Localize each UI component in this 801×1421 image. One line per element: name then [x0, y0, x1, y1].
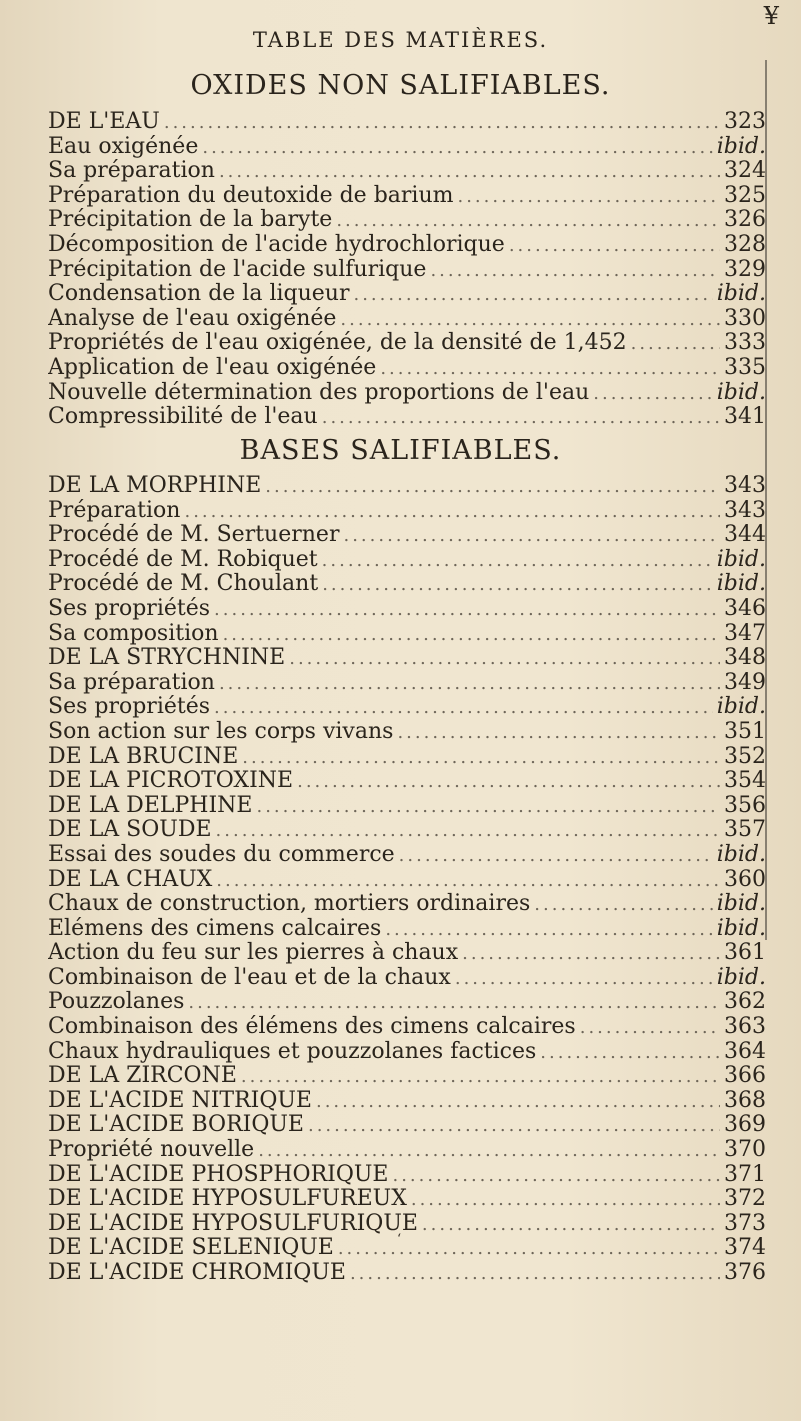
entry-title: Nouvelle détermination des proportions de l'eau: [48, 380, 590, 405]
entry-page-number: 357: [724, 818, 766, 843]
dot-leader: [219, 672, 720, 696]
dot-leader: [411, 1188, 720, 1212]
toc-chapter-entry: [48, 1089, 766, 1114]
entry-title: Sa composition: [48, 621, 219, 646]
entry-page-number: 366: [724, 1064, 766, 1089]
entry-page-number: 376: [724, 1261, 766, 1285]
toc-entry: [48, 966, 766, 991]
oxides-entry-list: [48, 110, 766, 430]
dot-leader: [297, 770, 720, 794]
entry-page-number: ibid.: [716, 547, 766, 572]
bases-entry-list: [48, 474, 766, 1286]
entry-page-number: 368: [724, 1088, 766, 1113]
entry-title: DE LA CHAUX: [48, 867, 213, 892]
entry-page-number: 360: [724, 867, 766, 892]
toc-entry: [48, 258, 766, 283]
entry-title: Ses propriétés: [48, 596, 211, 621]
toc-entry: [48, 233, 766, 258]
entry-title: DE LA PICROTOXINE: [48, 769, 294, 794]
toc-entry: [48, 282, 766, 307]
entry-page-number: 363: [724, 1015, 766, 1040]
entry-title: Eau oxigénée: [48, 134, 199, 159]
entry-title: DE L'ACIDE NITRIQUE: [48, 1088, 312, 1113]
dot-leader: [392, 1164, 720, 1188]
entry-page-number: 329: [724, 257, 766, 282]
entry-page-number: 370: [724, 1138, 766, 1163]
entry-page-number: ibid.: [716, 134, 766, 159]
toc-entry: [48, 208, 766, 233]
toc-entry: [48, 622, 766, 647]
dot-leader: [540, 1041, 720, 1065]
entry-page-number: 348: [724, 646, 766, 671]
dot-leader: [219, 160, 720, 184]
entry-page-number: 356: [724, 793, 766, 818]
toc-entry: [48, 184, 766, 209]
dot-leader: [216, 869, 720, 893]
footer-mark: ‘: [397, 1232, 402, 1247]
toc-chapter-entry: [48, 769, 766, 794]
toc-entry: [48, 843, 766, 868]
entry-title: Combinaison des élémens des cimens calcaires: [48, 1015, 576, 1040]
toc-chapter-entry: [48, 1113, 766, 1138]
entry-page-number: ibid.: [716, 380, 766, 405]
entry-page-number: ibid.: [716, 892, 766, 917]
toc-entry: [48, 671, 766, 696]
entry-title: Propriété nouvelle: [48, 1138, 255, 1163]
entry-title: DE L'ACIDE BORIQUE: [48, 1113, 304, 1138]
dot-leader: [242, 746, 720, 770]
dot-leader: [265, 475, 720, 499]
entry-page-number: ibid.: [716, 695, 766, 720]
dot-leader: [380, 357, 720, 381]
entry-page-number: 328: [724, 232, 766, 257]
entry-page-number: 325: [724, 183, 766, 208]
entry-title: DE L'ACIDE CHROMIQUE: [48, 1261, 346, 1285]
dot-leader: [462, 942, 720, 966]
dot-leader: [593, 382, 712, 406]
entry-page-number: 344: [724, 523, 766, 548]
corner-mark: ¥: [763, 2, 779, 30]
entry-title: DE LA SOUDE: [48, 818, 212, 843]
toc-entry: [48, 720, 766, 745]
dot-leader: [316, 1090, 720, 1114]
toc-entry: [48, 941, 766, 966]
entry-page-number: 343: [724, 474, 766, 498]
dot-leader: [164, 111, 720, 135]
dot-leader: [188, 991, 720, 1015]
entry-page-number: 372: [724, 1187, 766, 1212]
entry-title: Ses propriétés: [48, 695, 211, 720]
entry-page-number: 341: [724, 405, 766, 430]
dot-leader: [455, 967, 713, 991]
toc-chapter-entry: [48, 474, 766, 499]
entry-page-number: 371: [724, 1162, 766, 1187]
dot-leader: [184, 500, 720, 524]
toc-entry: [48, 1040, 766, 1065]
entry-title: DE L'ACIDE SÉLÉNIQUE: [48, 1236, 334, 1261]
entry-title: DE LA ZIRCONE: [48, 1064, 237, 1089]
dot-leader: [422, 1213, 720, 1237]
toc-entry: [48, 523, 766, 548]
dot-leader: [534, 893, 712, 917]
entry-title: Précipitation de l'acide sulfurique: [48, 257, 427, 282]
toc-chapter-entry: [48, 1236, 766, 1261]
dot-leader: [397, 721, 720, 745]
toc-chapter-entry: [48, 1187, 766, 1212]
entry-page-number: 346: [724, 596, 766, 621]
entry-page-number: 354: [724, 769, 766, 794]
entry-title: Procédé de M. Robiquet: [48, 547, 318, 572]
entry-title: Chaux hydrauliques et pouzzolanes factices: [48, 1039, 537, 1064]
entry-page-number: 324: [724, 159, 766, 184]
toc-chapter-entry: [48, 1163, 766, 1188]
dot-leader: [214, 598, 720, 622]
entry-page-number: 347: [724, 621, 766, 646]
entry-title: Pouzzolanes: [48, 990, 185, 1015]
section-heading-bases: BASES SALIFIABLES.: [239, 435, 562, 466]
toc-chapter-entry: [48, 868, 766, 893]
dot-leader: [322, 549, 713, 573]
dot-leader: [338, 1237, 720, 1261]
entry-title: Essai des soudes du commerce: [48, 842, 395, 867]
dot-leader: [322, 406, 720, 430]
entry-title: Combinaison de l'eau et de la chaux: [48, 965, 451, 990]
toc-entry: [48, 405, 766, 430]
dot-leader: [430, 259, 720, 283]
entry-title: DE LA MORPHINE: [48, 474, 262, 498]
toc-chapter-entry: [48, 110, 766, 135]
toc-chapter-entry: [48, 745, 766, 770]
toc-chapter-entry: [48, 818, 766, 843]
entry-title: Condensation de la liqueur: [48, 282, 350, 307]
section-heading-oxides: OXIDES NON SALIFIABLES.: [190, 70, 611, 101]
toc-entry: [48, 499, 766, 524]
entry-title: Compressibilité de l'eau: [48, 405, 318, 430]
entry-page-number: 335: [724, 355, 766, 380]
dot-leader: [241, 1065, 720, 1089]
entry-title: DE L'ACIDE HYPOSULFUREUX: [48, 1187, 407, 1212]
entry-page-number: 352: [724, 744, 766, 769]
dot-leader: [289, 647, 720, 671]
entry-page-number: 374: [724, 1236, 766, 1261]
toc-chapter-entry: [48, 1261, 766, 1286]
running-head: TABLE DES MATIÈRES.: [252, 28, 549, 52]
toc-entry: [48, 331, 766, 356]
dot-leader: [256, 795, 720, 819]
toc-chapter-entry: [48, 1212, 766, 1237]
entry-page-number: 362: [724, 990, 766, 1015]
entry-page-number: 326: [724, 208, 766, 233]
dot-leader: [580, 1016, 720, 1040]
entry-title: Sa préparation: [48, 670, 215, 695]
entry-title: Préparation du deutoxide de barium: [48, 183, 454, 208]
entry-page-number: 323: [724, 110, 766, 134]
toc-entry: [48, 356, 766, 381]
entry-page-number: ibid.: [716, 916, 766, 941]
entry-title: Analyse de l'eau oxigénée: [48, 306, 337, 331]
toc-chapter-entry: [48, 794, 766, 819]
dot-leader: [202, 136, 712, 160]
toc-entry: [48, 159, 766, 184]
entry-page-number: 373: [724, 1211, 766, 1236]
entry-title: DE L'ACIDE HYPOSULFURIQUE: [48, 1211, 418, 1236]
entry-title: Préparation: [48, 498, 181, 523]
dot-leader: [353, 283, 712, 307]
entry-title: Propriétés de l'eau oxigénée, de la densité de 1,452: [48, 331, 627, 356]
entry-page-number: 333: [724, 331, 766, 356]
entry-title: DE LA DELPHINE: [48, 793, 253, 818]
entry-title: Procédé de M. Choulant: [48, 572, 319, 597]
dot-leader: [509, 234, 720, 258]
entry-title: DE L'EAU: [48, 110, 160, 134]
dot-leader: [457, 185, 720, 209]
entry-title: Sa préparation: [48, 159, 215, 184]
entry-page-number: 330: [724, 306, 766, 331]
entry-page-number: 349: [724, 670, 766, 695]
dot-leader: [336, 209, 720, 233]
dot-leader: [223, 623, 720, 647]
entry-title: DE LA BRUCINE: [48, 744, 239, 769]
dot-leader: [322, 573, 713, 597]
toc-entry: [48, 597, 766, 622]
entry-page-number: ibid.: [716, 572, 766, 597]
entry-title: DE LA STRYCHNINE: [48, 646, 286, 671]
toc-chapter-entry: [48, 1064, 766, 1089]
toc-entry: [48, 1015, 766, 1040]
entry-title: Élémens des cimens calcaires: [48, 916, 382, 941]
toc-entry: [48, 695, 766, 720]
toc-entry: [48, 917, 766, 942]
entry-title: Chaux de construction, mortiers ordinaires: [48, 892, 531, 917]
entry-title: Son action sur les corps vivans: [48, 719, 394, 744]
toc-entry: [48, 381, 766, 406]
dot-leader: [343, 524, 720, 548]
dot-leader: [350, 1262, 720, 1286]
entry-title: DE L'ACIDE PHOSPHORIQUE: [48, 1162, 389, 1187]
entry-title: Action du feu sur les pierres à chaux: [48, 941, 459, 966]
toc-entry: [48, 135, 766, 160]
entry-title: Précipitation de la baryte: [48, 208, 333, 233]
toc-entry: [48, 548, 766, 573]
dot-leader: [308, 1114, 720, 1138]
entry-page-number: 369: [724, 1113, 766, 1138]
dot-leader: [258, 1139, 720, 1163]
dot-leader: [399, 844, 713, 868]
toc-entry: [48, 307, 766, 332]
dot-leader: [340, 308, 720, 332]
entry-page-number: 361: [724, 941, 766, 966]
toc-entry: [48, 1138, 766, 1163]
toc-entry: [48, 990, 766, 1015]
entry-title: Procédé de M. Sertuerner: [48, 523, 340, 548]
toc-entry: [48, 892, 766, 917]
entry-title: Application de l'eau oxigénée: [48, 355, 377, 380]
dot-leader: [385, 918, 712, 942]
dot-leader: [214, 696, 713, 720]
toc-chapter-entry: [48, 646, 766, 671]
entry-page-number: ibid.: [716, 282, 766, 307]
entry-page-number: 343: [724, 498, 766, 523]
entry-page-number: 351: [724, 719, 766, 744]
dot-leader: [631, 332, 720, 356]
entry-title: Décomposition de l'acide hydrochlorique: [48, 232, 505, 257]
dot-leader: [216, 819, 720, 843]
entry-page-number: 364: [724, 1039, 766, 1064]
entry-page-number: ibid.: [716, 842, 766, 867]
entry-page-number: ibid.: [716, 965, 766, 990]
toc-entry: [48, 572, 766, 597]
